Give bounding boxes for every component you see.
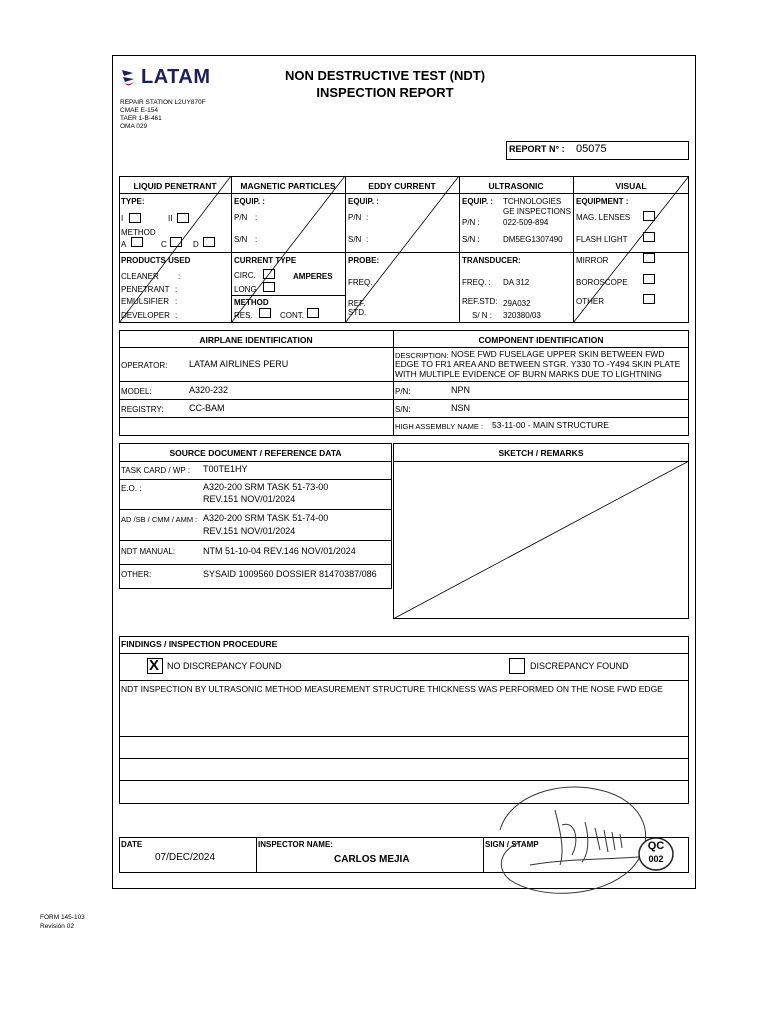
ut-equip-label: EQUIP. : xyxy=(462,197,493,206)
ndt-manual-label: NDT MANUAL: xyxy=(121,547,176,556)
mp-equip-label: EQUIP. : xyxy=(234,197,265,206)
mp-res-label: RES. xyxy=(234,311,253,320)
ec-std-label: STD. xyxy=(348,308,367,317)
logo-text: LATAM xyxy=(141,66,211,88)
no-discrepancy-check-mark: X xyxy=(149,657,160,674)
taskcard-label: TASK CARD / WP : xyxy=(121,466,191,475)
description-line-2[interactable]: EDGE TO FR1 AREA AND BETWEEN STGR. Y330 TO -Y494 SKIN PLATE xyxy=(395,359,681,369)
visual-item-mag-lenses: MAG. LENSES xyxy=(576,213,631,222)
description-line-3[interactable]: WITH MULTIPLE EVIDENCE OF BURN MARKS DUE TO LIGHTNING xyxy=(395,369,662,379)
inspector-name-label: INSPECTOR NAME: xyxy=(258,840,333,849)
mp-pn-colon: : xyxy=(255,213,258,222)
other-label: OTHER: xyxy=(121,570,152,579)
qc-stamp-number: 002 xyxy=(648,854,664,864)
mp-sn-label: S/N xyxy=(234,235,248,244)
lp-emulsifier-label: EMULSIFIER xyxy=(121,297,170,306)
ec-ref-label: REF. xyxy=(348,299,366,308)
ad-sb-value-1[interactable]: A320-200 SRM TASK 51-74-00 xyxy=(203,513,329,523)
date-value[interactable]: 07/DEC/2024 xyxy=(155,852,216,863)
taskcard-value[interactable]: T00TE1HY xyxy=(203,464,248,474)
ut-sn-value[interactable]: DM5EG1307490 xyxy=(503,235,563,244)
component-identification-header: COMPONENT IDENTIFICATION xyxy=(478,335,604,345)
ut-refstd-value[interactable]: 29A032 xyxy=(503,299,531,308)
page-title-line-1: NON DESTRUCTIVE TEST (NDT) xyxy=(284,68,486,83)
eo-label: E.O. : xyxy=(121,484,142,493)
lp-cleaner-colon: : xyxy=(178,272,181,281)
form-code: FORM 145-103 xyxy=(40,914,85,921)
airplane-identification-header: AIRPLANE IDENTIFICATION xyxy=(199,335,313,345)
header-ultrasonic: ULTRASONIC xyxy=(488,181,544,191)
no-discrepancy-label: NO DISCREPANCY FOUND xyxy=(167,661,282,671)
lp-type-i-label: I xyxy=(121,214,124,223)
findings-text[interactable]: NDT INSPECTION BY ULTRASONIC METHOD MEASUREMENT STRUCTURE THICKNESS WAS PERFORMED ON THE NOSE FWD EDGE xyxy=(121,684,663,694)
model-value[interactable]: A320-232 xyxy=(189,385,229,395)
discrepancy-label: DISCREPANCY FOUND xyxy=(530,661,629,671)
lp-penetrant-colon: : xyxy=(175,285,178,294)
ut-pn-label: P/N : xyxy=(462,218,480,227)
lp-method-c-label: C xyxy=(161,240,167,249)
component-sn-label: S/N: xyxy=(395,405,411,414)
header-liquid-penetrant: LIQUID PENETRANT xyxy=(133,181,217,191)
mp-long-label: LONG xyxy=(234,285,257,294)
mp-cont-label: CONT. xyxy=(280,311,304,320)
ut-freq-value[interactable]: DA 312 xyxy=(503,278,530,287)
lp-penetrant-label: PENETRANT xyxy=(121,285,170,294)
registry-label: REGISTRY: xyxy=(121,405,164,414)
operator-value[interactable]: LATAM AIRLINES PERU xyxy=(189,359,289,369)
visual-item-flash-light: FLASH LIGHT xyxy=(576,235,628,244)
ut-freq-label: FREQ. : xyxy=(462,278,491,287)
mp-sn-colon: : xyxy=(255,235,258,244)
page-title-line-2: INSPECTION REPORT xyxy=(316,85,454,100)
mp-pn-label: P/N xyxy=(234,213,248,222)
ut-transducer-label: TRANSDUCER: xyxy=(462,256,521,265)
inspector-name-value[interactable]: CARLOS MEJIA xyxy=(334,854,410,865)
ut-equip-value-1[interactable]: TCHNOLOGIES xyxy=(503,197,562,206)
station-line-4: OMA 029 xyxy=(120,123,148,130)
ut-refstd-label: REF.STD: xyxy=(462,297,498,306)
ut-sn2-value[interactable]: 320380/03 xyxy=(503,311,541,320)
report-number-value[interactable]: 05075 xyxy=(576,143,607,155)
component-sn-value[interactable]: NSN xyxy=(451,403,471,413)
ec-pn-colon: : xyxy=(366,213,369,222)
eo-value-1[interactable]: A320-200 SRM TASK 51-73-00 xyxy=(203,482,329,492)
qc-stamp-text: QC xyxy=(647,840,665,852)
sketch-remarks-header: SKETCH / REMARKS xyxy=(498,448,584,458)
registry-value[interactable]: CC-BAM xyxy=(189,403,225,413)
lp-method-a-label: A xyxy=(121,240,127,249)
header-magnetic-particles: MAGNETIC PARTICLES xyxy=(240,181,336,191)
assembly-value[interactable]: 53-11-00 - MAIN STRUCTURE xyxy=(492,420,609,430)
ut-equip-value-2[interactable]: GE INSPECTIONS xyxy=(503,207,572,216)
visual-item-other: OTHER xyxy=(576,297,604,306)
lp-type-label: TYPE: xyxy=(121,197,145,206)
operator-label: OPERATOR: xyxy=(121,361,168,370)
lp-cleaner-label: CLEANER xyxy=(121,272,159,281)
component-pn-label: P/N: xyxy=(395,387,411,396)
ad-sb-label: AD /SB / CMM / AMM : xyxy=(121,515,198,524)
lp-type-ii-label: II xyxy=(168,214,173,223)
mp-current-type-label: CURRENT TYPE xyxy=(234,256,297,265)
mp-method-label: METHOD xyxy=(234,298,269,307)
lp-developer-label: DEVELOPER xyxy=(121,311,170,320)
ec-sn-colon: : xyxy=(366,235,369,244)
date-label: DATE xyxy=(121,840,143,849)
description-label: DESCRIPTION: xyxy=(395,351,449,360)
report-number-label: REPORT N° : xyxy=(509,144,565,154)
ec-equip-label: EQUIP. : xyxy=(348,197,379,206)
lp-method-label: METHOD xyxy=(121,228,156,237)
lp-developer-colon: : xyxy=(175,311,178,320)
lp-products-label: PRODUCTS USED xyxy=(121,256,191,265)
findings-header: FINDINGS / INSPECTION PROCEDURE xyxy=(121,639,278,649)
ec-sn-label: S/N xyxy=(348,235,362,244)
header-visual: VISUAL xyxy=(615,181,647,191)
visual-equipment-label: EQUIPMENT : xyxy=(576,197,629,206)
ut-pn-value[interactable]: 022-509-894 xyxy=(503,218,549,227)
source-document-header: SOURCE DOCUMENT / REFERENCE DATA xyxy=(169,448,342,458)
other-value[interactable]: SYSAID 1009560 DOSSIER 81470387/086 xyxy=(203,569,377,579)
visual-item-mirror: MIRROR xyxy=(576,256,609,265)
ec-probe-label: PROBE: xyxy=(348,256,380,265)
form-revision: Revisión 02 xyxy=(40,923,74,930)
ec-pn-label: P/N xyxy=(348,213,362,222)
component-pn-value[interactable]: NPN xyxy=(451,385,471,395)
header-eddy-current: EDDY CURRENT xyxy=(368,181,436,191)
model-label: MODEL: xyxy=(121,387,152,396)
mp-amperes-label: AMPERES xyxy=(293,272,333,281)
lp-method-d-label: D xyxy=(193,240,199,249)
ad-sb-value-2[interactable]: REV.151 NOV/01/2024 xyxy=(203,526,296,536)
assembly-label: HIGH ASSEMBLY NAME : xyxy=(395,422,484,431)
ut-sn2-label: S/ N : xyxy=(472,311,493,320)
lp-emulsifier-colon: : xyxy=(175,297,178,306)
station-line-2: CMAE E-154 xyxy=(120,107,158,114)
ec-freq-label: FREQ. xyxy=(348,278,373,287)
station-line-3: TAER 1-B-461 xyxy=(120,115,162,122)
mp-circ-label: CIRC. xyxy=(234,271,256,280)
ndt-manual-value[interactable]: NTM 51-10-04 REV.146 NOV/01/2024 xyxy=(203,546,356,556)
sign-stamp-label: SIGN / STAMP xyxy=(485,840,539,849)
visual-item-boroscope: BOROSCOPE xyxy=(576,278,628,287)
description-line-1[interactable]: NOSE FWD FUSELAGE UPPER SKIN BETWEEN FWD xyxy=(451,349,665,359)
ut-sn-label: S/N : xyxy=(462,235,480,244)
station-line-1: REPAIR STATION L2UY870F xyxy=(120,99,206,106)
eo-value-2[interactable]: REV.151 NOV/01/2024 xyxy=(203,494,296,504)
